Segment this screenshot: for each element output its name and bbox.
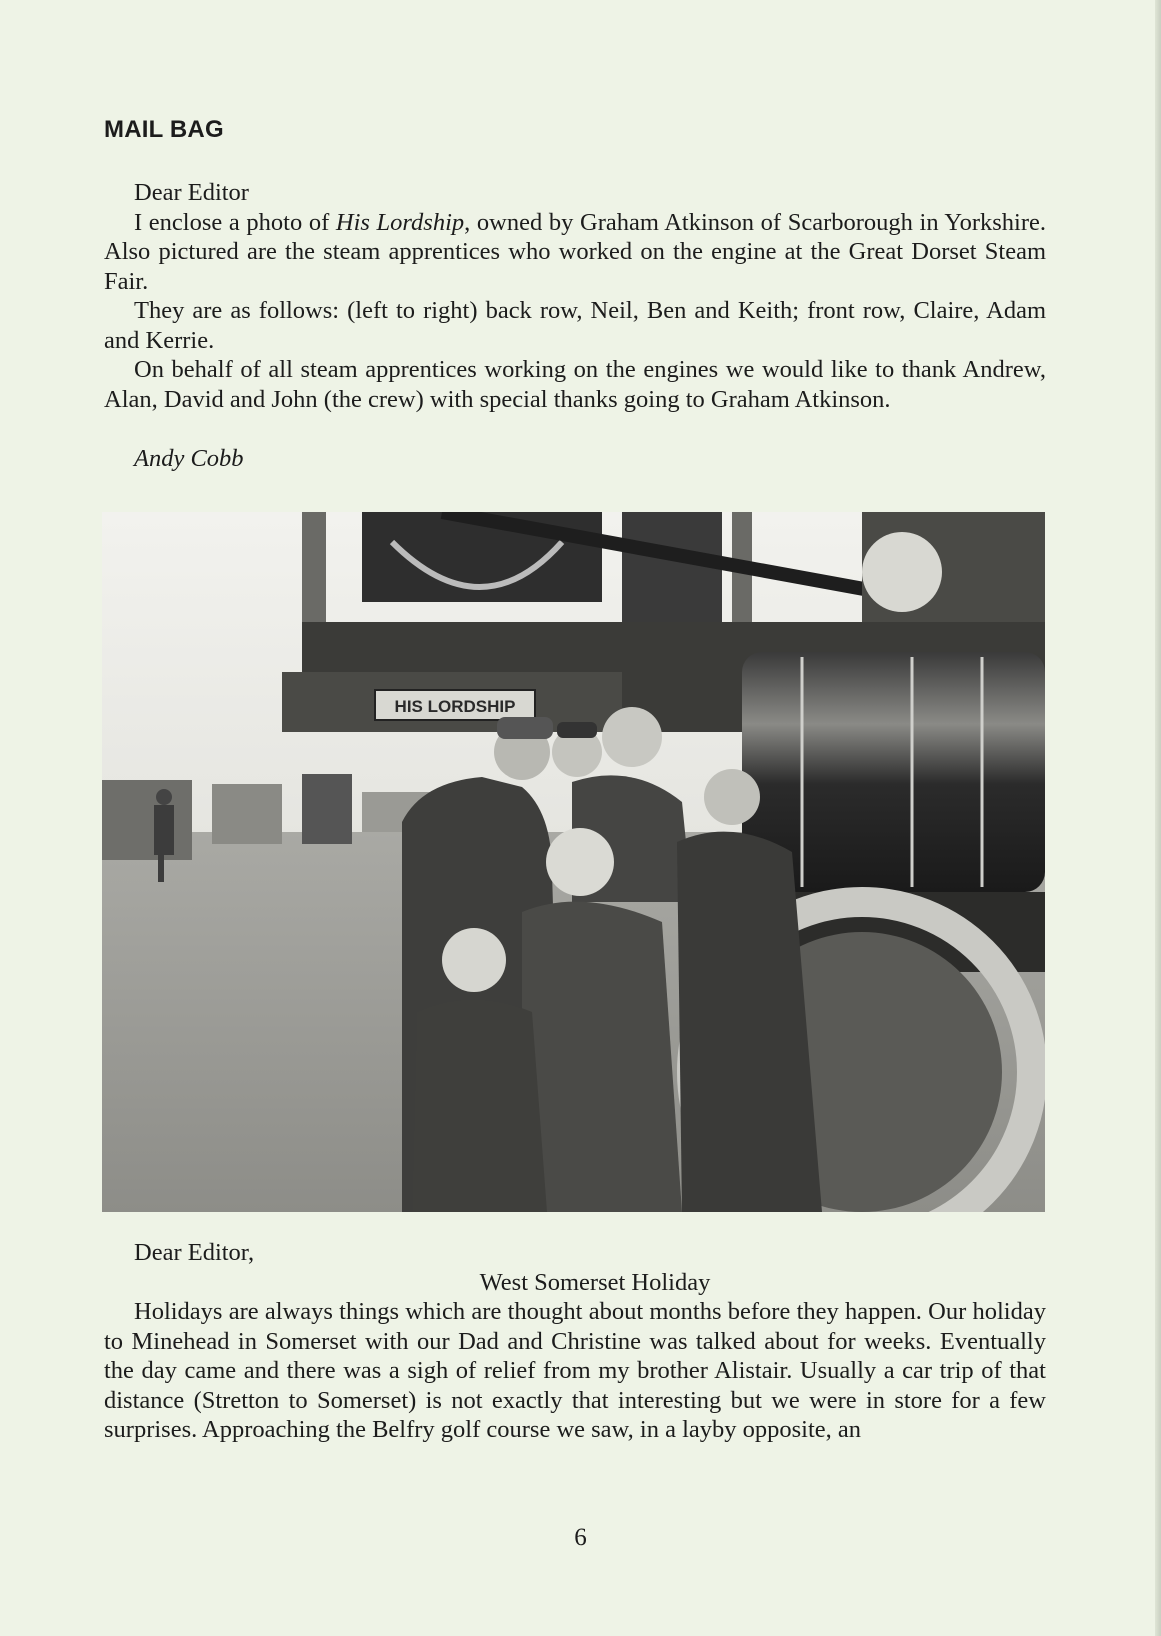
page-edge (1155, 0, 1161, 1636)
engine-name: His Lordship (335, 208, 465, 236)
nameplate (375, 690, 535, 720)
engine-photo (102, 512, 1045, 1212)
letter-1 (104, 178, 1046, 474)
p1-text-before: I enclose a photo of (134, 208, 336, 236)
p1-text-after: , owned by Graham Atkinson of Scarborough in Yorkshire. Also pictured are the steam apprentices who worked on the engine at the Great Dorset Steam Fair. (104, 208, 1046, 295)
section-heading: MAIL BAG (104, 116, 224, 143)
letter-1-paragraph-3: On behalf of all steam apprentices working on the engines we would like to thank Andrew, Alan, David and John (the crew) with special thanks going to Graham Atkinson. (104, 356, 1046, 413)
letter-2 (104, 1238, 1046, 1445)
letter-1-paragraph-2: They are as follows: (left to right) back row, Neil, Ben and Keith; front row, Claire, Adam and Kerrie. (104, 297, 1046, 354)
letter-2-salutation: Dear Editor, (134, 1239, 255, 1266)
engine-photo-drawing (102, 512, 1045, 1212)
nameplate-text: HIS LORDSHIP (394, 697, 516, 716)
letter-1-paragraph-1 (104, 208, 1046, 297)
letter-1-salutation: Dear Editor (134, 179, 249, 206)
letter-2-paragraph-1: Holidays are always things which are thought about months before they happen. Our holiday to Minehead in Somerset with our Dad and Christine was talked about for weeks. Eventually the day came and there was a sigh of relief from my brother Alistair. Usually a car trip of that distance (Stretton to Somerset) is not exactly that interesting but we were in store for a few surprises. Approaching the Belfry golf course we saw, in a layby opposite, an (104, 1298, 1046, 1443)
letter-2-title: West Somerset Holiday (479, 1268, 711, 1296)
letter-1-signature: Andy Cobb (134, 445, 244, 472)
page-number: 6 (574, 1524, 587, 1551)
